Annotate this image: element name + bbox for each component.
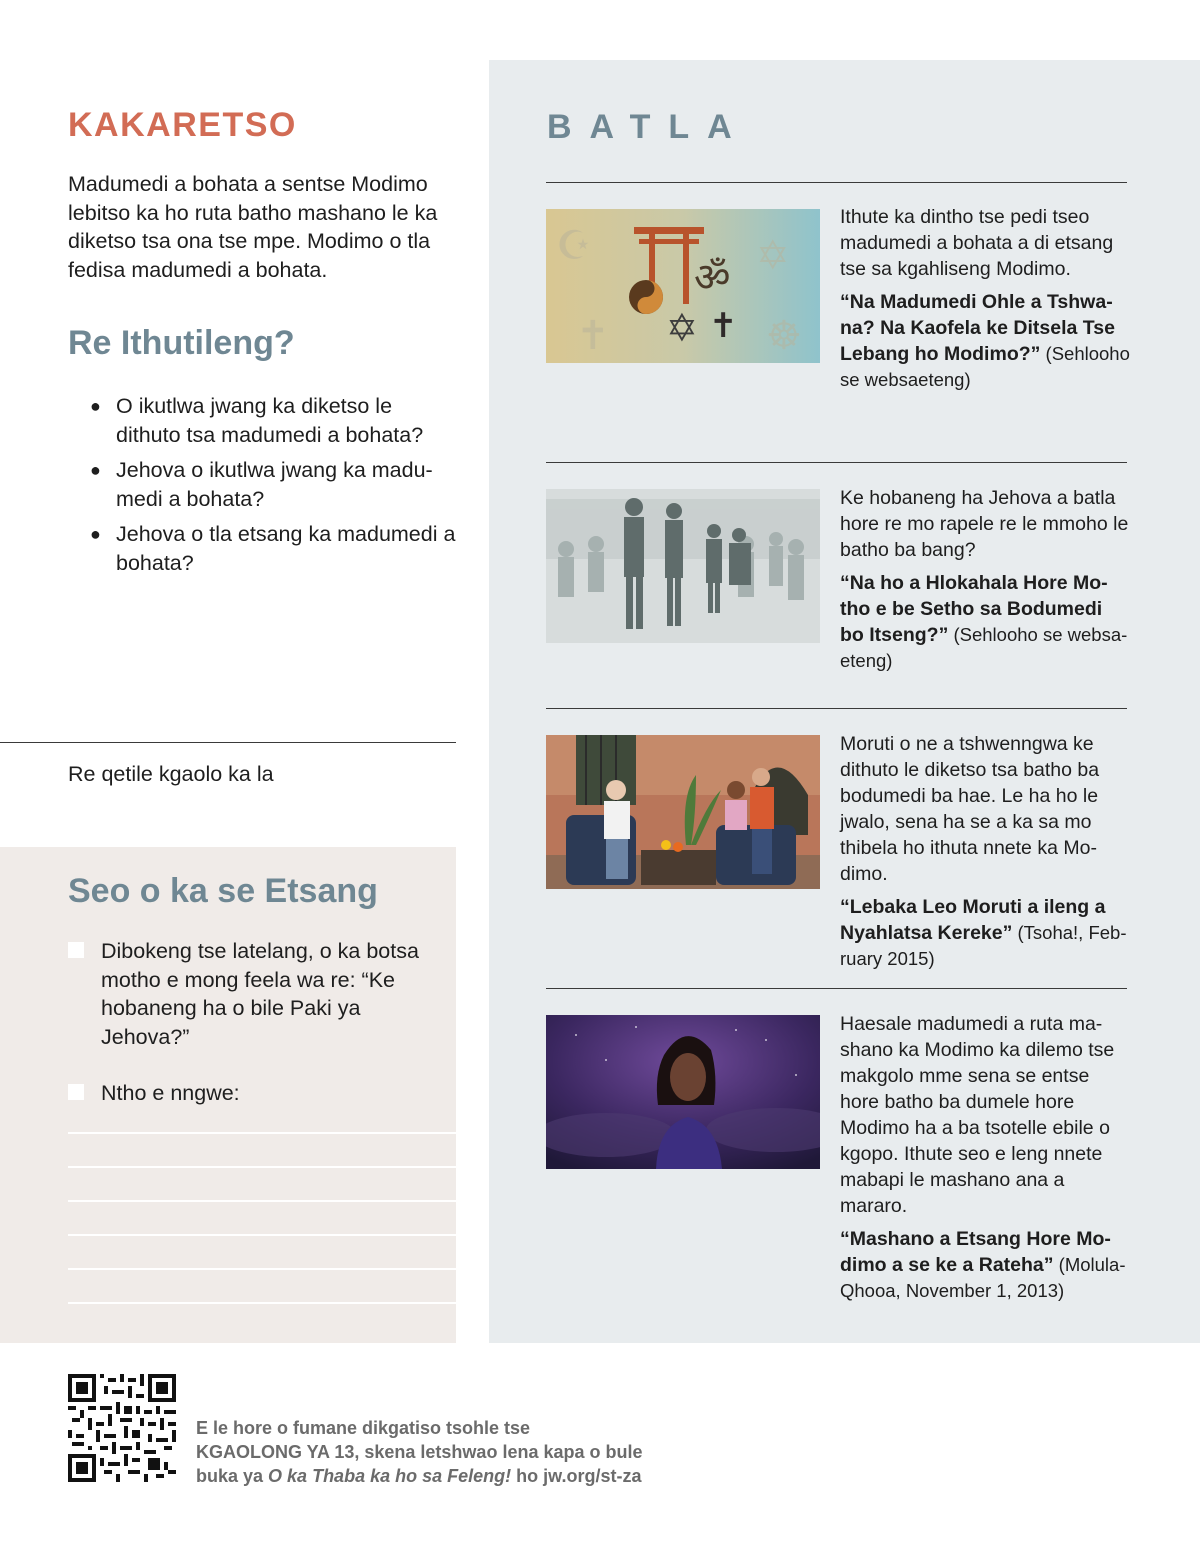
review-question-text: Jehova o ikutlwa jwang ka madumedi a bohata? (116, 458, 433, 511)
review-question (90, 520, 460, 577)
article (840, 731, 1130, 972)
footer-line: E le hore o fumane dikgatiso tsohle tse (196, 1418, 531, 1438)
goal-item[interactable] (68, 1079, 428, 1108)
article-ref-source: (Sehlooho se websaeteng) (840, 343, 1130, 390)
article-ref-title[interactable]: “Mashano a Etsang Hore Modimo a se ke a Rateha” (840, 1228, 1111, 1276)
article-reference[interactable] (840, 289, 1130, 393)
article-text: Ke hobaneng ha Jehova a batla hore re mo rapele re le mmoho le batho ba bang? (840, 487, 1129, 561)
review-question (90, 392, 460, 449)
need-title: BATLA (547, 108, 750, 146)
article-ref-source: (Molula-Qhooa, November 1, 2013) (840, 1254, 1126, 1301)
article-ref-title[interactable]: “Lebaka Leo Moruti a ileng a Nyahlatsa Kereke” (840, 896, 1106, 944)
review-question (90, 456, 460, 513)
footer-line: buka ya (196, 1466, 269, 1486)
writing-line[interactable] (68, 1166, 456, 1168)
checkbox-icon[interactable] (68, 942, 84, 958)
congregation-gathering-image (546, 489, 820, 643)
book-title: O ka Thaba ka ho sa Feleng! (268, 1466, 512, 1486)
svg-text:✝: ✝ (576, 313, 610, 359)
goal-item-text: Ntho e nngwe: (101, 1081, 240, 1105)
bullet-icon: ● (90, 524, 101, 544)
footer-line: KGAOLONG YA 13, skena letshwao lena kapa o bule (196, 1442, 643, 1462)
conversation-patio-image (546, 735, 820, 889)
goal-title: Seo o ka se Etsang (68, 872, 378, 910)
article-reference[interactable] (840, 570, 1130, 674)
article-reference[interactable] (840, 1226, 1130, 1304)
article-ref-title[interactable]: “Na Madumedi Ohle a Tshwana? Na Kaofela ke Ditsela Tse Lebang ho Modimo?” (840, 291, 1115, 365)
article-ref-source: (Tsoha!, February 2015) (840, 922, 1127, 969)
article-reference[interactable] (840, 894, 1130, 972)
woman-night-sky-image (546, 1015, 820, 1169)
article-ref-title[interactable]: “Na ho a Hlokahala Hore Motho e be Setho sa Bodumedi bo Itseng?” (840, 572, 1108, 646)
review-title: Re Ithutileng? (68, 324, 295, 362)
review-question-text: Jehova o tla etsang ka madumedi a bohata? (116, 522, 456, 575)
bullet-icon: ● (90, 460, 101, 480)
footer-text (196, 1416, 666, 1488)
goal-item-text: Dibokeng tse latelang, o ka botsa motho e mong feela wa re: “Ke hobaneng ha o bile Paki ya Jehova?” (101, 939, 419, 1049)
covered-date-label: Re qetile kgaolo ka la (68, 762, 274, 786)
qr-code[interactable] (68, 1374, 176, 1482)
footer-link[interactable]: ho jw.org/st-za (511, 1466, 642, 1486)
goal-item[interactable] (68, 937, 428, 1051)
divider (546, 182, 1127, 183)
svg-text:☪: ☪ (556, 223, 592, 269)
review-question-text: O ikutlwa jwang ka diketso le dithuto tsa madumedi a bohata? (116, 394, 424, 447)
article-text: Moruti o ne a tshwenngwa ke dithuto le diketso tsa batho ba bodumedi ba hae. Le ha ho le jwalo, sena ha se a ka sa mo thibela ho ithuta nnete ka Modimo. (840, 733, 1100, 885)
article-ref-source: (Sehlooho se websaeteng) (840, 624, 1128, 671)
review-list (90, 392, 460, 584)
divider (546, 462, 1127, 463)
article (840, 485, 1130, 674)
bullet-icon: ● (90, 396, 101, 416)
svg-text:✝: ✝ (709, 306, 738, 346)
divider (546, 988, 1127, 989)
article (840, 204, 1130, 393)
writing-line[interactable] (68, 1132, 456, 1134)
religious-symbols-image (546, 209, 820, 363)
svg-text:✡: ✡ (666, 306, 698, 350)
checkbox-icon[interactable] (68, 1084, 84, 1100)
article (840, 1011, 1130, 1304)
writing-line[interactable] (68, 1200, 456, 1202)
writing-line[interactable] (68, 1302, 456, 1304)
writing-line[interactable] (68, 1234, 456, 1236)
article-text: Haesale madumedi a ruta mashano ka Modimo ka dilemo tse makgolo mme sena se entse hore batho ba dumele hore Modimo ha a ba tsotelle ebile o kgopo. Ithute seo e leng nnete mabapi le mashano ana a mararo. (840, 1013, 1115, 1217)
svg-text:✡: ✡ (756, 233, 790, 279)
article-text: Ithute ka dintho tse pedi tseo madumedi a bohata a di etsang tse sa kgahliseng Modimo. (840, 206, 1114, 280)
divider (0, 742, 456, 743)
divider (546, 708, 1127, 709)
svg-text:ॐ: ॐ (694, 255, 731, 301)
summary-title: KAKARETSO (68, 106, 297, 144)
summary-text: Madumedi a bohata a sentse Modimo lebitso ka ho ruta batho mashano le ka diketso tsa ona tse mpe. Modimo o tla fedisa madumedi a bohata. (68, 172, 438, 282)
svg-text:☸: ☸ (766, 313, 802, 359)
writing-line[interactable] (68, 1268, 456, 1270)
